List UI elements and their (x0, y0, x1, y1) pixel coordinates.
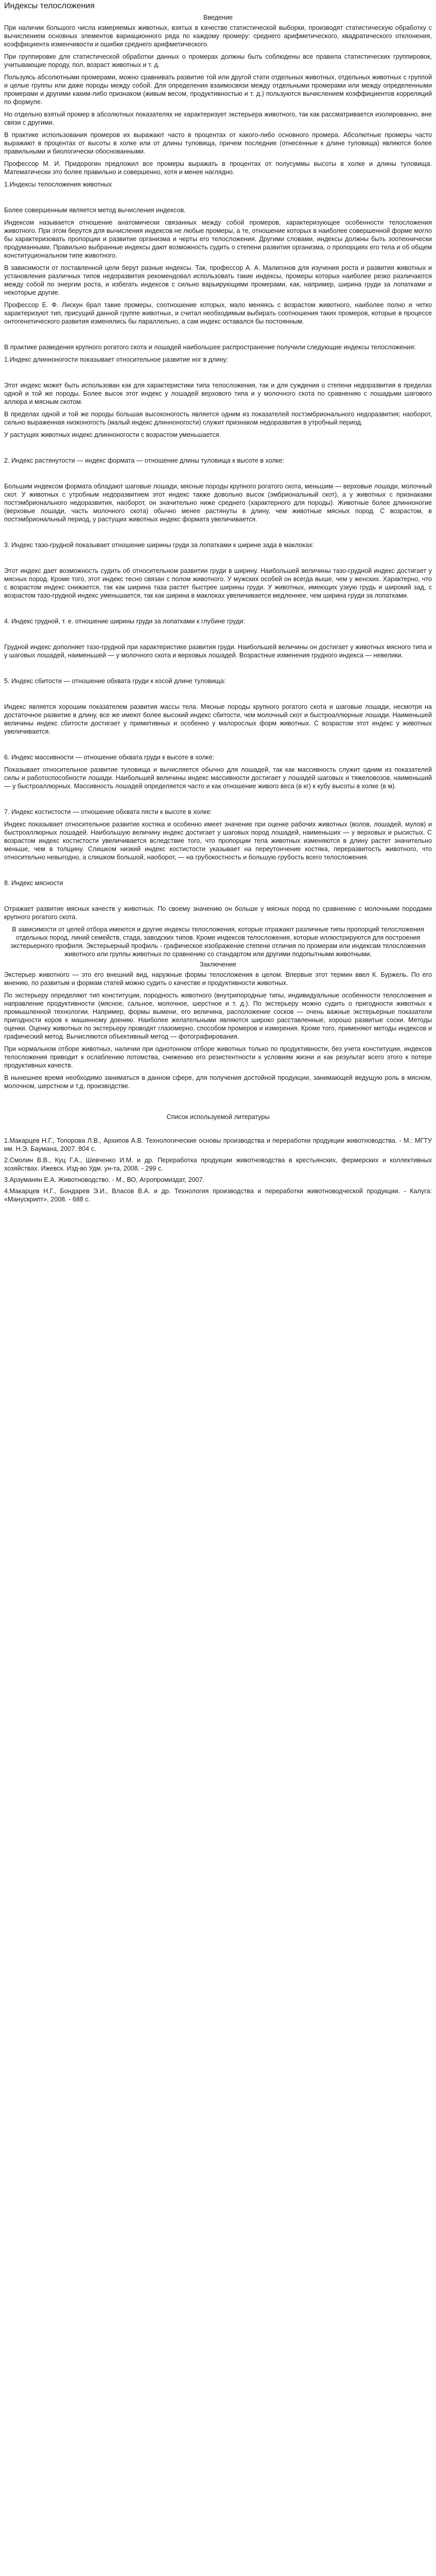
paragraph: По экстерьеру определяют тип конституции, породность животного (внутрипородные типы, индивидуальные особенности телосложения и направление продуктивности (мясное, сальное, молочное, шерстное и т. д.). По экстерьеру можно судить о пригодности животных к промышленной технологии. Например, формы вымени, его величина, расположение сосков — очень важные экстерьерные показатели пригодности коров к машинному доению. Наиболее желательными являются широко расставленные, хорошо развитые соски. Методы оценки. Оценку животных по экстерьеру проводят глазомерно, способом промеров и измерения. Кроме того, применяют методы индексов и графический метод. Вычисляются объективный метод — фотографирования. (4, 992, 432, 1040)
intro-section (4, 24, 432, 189)
section-heading: 1.Индексы телосложения животных (4, 181, 112, 188)
paragraph: Экстерьер животного — это его внешний вид, наружные формы телосложения в целом. Впервые этот термин ввел К. Буржель. По его мнению, по развитым и формам статей можно судить о качестве и продуктивности животных. (4, 971, 432, 987)
paragraph: Грудной индекс дополняет тазо-грудной при характеристике развития груди. Наибольшей величины он достигает у животных мясного типа и у шаговых лошадей, наименьшей — у молочного скота и верховых лошадей. Возрастные изменения грудного индекса — невелики. (4, 643, 432, 659)
paragraph: В практике использования промеров их выражают часто в процентах от какого-либо основного промера. Абсолютные промеры часто выражают в процентах от высоты в холке или от длины туловища, причем последние (отнесенные к длине туловища) являются более правильными и биологически обоснованными. (4, 131, 432, 155)
indices-overview-section (4, 206, 432, 326)
conclusion-section (4, 971, 432, 1090)
paragraph: При наличии большого числа измеряемых животных, взятых в качестве статистической выборки, производят статистическую обработку с вычислением основных элементов вариационного ряда по каждому промеру: среднего арифметического, квадратического отклонения, коэффициента изменчивости и ошибки среднего арифметического. (4, 24, 432, 48)
section-heading-intro: Введение (203, 14, 233, 21)
paragraph: Показывает относительное развитие туловища и вычисляется обычно для лошадей, так как массивность служит одним из показателей силы и работоспособности лошади. Наибольшей величины индекс массивности достигает у лошадей шаговых и тяжеловозов, наименьший — у быстроаллюрных. Массивность лошадей определяется часто и как отношение живого веса (в кг) к кубу высоты в холке (в м). (4, 766, 432, 790)
paragraph: При нормальном отборе животных, наличии при однотонном отборе животных только по продуктивности, без учета конституции, индексов телосложения приводит к ослаблению потомства, снижению его резистентности к условиям жизни и как результат всего этого к потере продуктивных качеств. (4, 1045, 432, 1069)
paragraph: Этот индекс может быть использован как для характеристики типа телосложения, так и для суждения о степени недоразвития в пределах одной и той же породы. Более высок этот индекс у лошадей верхового типа и у молочного скота по сравнению с лошадьми шагового аллюра и мясным скотом. (4, 382, 432, 405)
paragraph: В нынешнее время необходимо заниматься в данном сфере, для получения достойной продукции, занимающей ведущую роль в мясном, молочном, шерстном и т.д. производстве. (4, 1074, 432, 1090)
index-block-1 (4, 355, 432, 439)
paragraph: Пользуясь абсолютными промерами, можно сравнивать развитие той или другой стати отдельных животных, отдельных животных с группой и целые группы или даже породы между собой. Для определения взаимосвязи между отдельными промерами или между определенными промерами и другими каким-либо признаком (живым весом, продуктивностью и т. д.) пользуются вычислением коэффициентов корреляций по формуле. (4, 74, 432, 106)
references-list (4, 1137, 432, 1204)
paragraph: В зависимости от поставленной цели берут разные индексы. Так, профессор А. А. Малигонов для изучения роста и развития животных и установления различных типов недоразвития рекомендовал использовать такие индексы, промеры которых наиболее резко различаются между собой по энергии роста, и избегать индексов с сильно варьирующими промерами, как, например, ширина груди за лопатками и некоторые другие. (4, 264, 432, 296)
section-heading-conclusion: Заключение (199, 961, 237, 968)
paragraph: Профессор М. И. Придорогин предложил все промеры выражать в процентах от полусуммы высоты в холке и длины туловища. Математически это более правильно и совершенно, хотя и менее наглядно. (4, 160, 432, 176)
index-block-3 (4, 541, 432, 600)
paragraph: Но отдельно взятый промер в абсолютных показателях не характеризует экстерьера животного, так как рассматривается изолированно, вне связи с другими. (4, 111, 432, 126)
paragraph: Этот индекс дает возможность судить об относительном развитии груди в ширину. Наибольшей величины тазо-грудной индекс достигает у мясных пород. Кроме того, этот индекс тесно связан с полом животного. У мужских особей он всегда выше, чем у женских. Характерно, что с возрастом индекс снижается, так как ширина таза растет быстрее ширины груди. У животных, имеющих узкую грудь и широкий зад, с возрастом тазо-грудной индекс уменьшается, так как ширина в маклоках увеличивается медленнее, чем ширина груди за лопатками. (4, 567, 432, 599)
document-page (0, 0, 436, 1218)
index-block-8 (4, 879, 432, 958)
paragraph: При группировке для статистической обработки данных о промерах должны быть соблюдены все правила статистических группировок, учитывающие породу, пол, возраст животных и т. д. (4, 53, 432, 69)
paragraph: У растущих животных индекс длинноногости с возрастом уменьшается. (4, 431, 221, 438)
index-block-7 (4, 808, 432, 861)
paragraph: Индекс является хорошим показателем развития массы тела. Мясные породы крупного рогатого скота и шаговые лошади, несмотря на достаточное развитие в длину, все же имеют более высокий индекс сбитости, чем молочный скот и быстроаллюрные лошади. Наименьшей величины индекс сбитости достигает у примитивных и особенно у малорослых форм животных. С возрастом этот индекс у животных увеличивается. (4, 703, 432, 735)
reference-item: 3.Арзуманян Е.А. Животноводство. - М., ВО, Агропромиздат, 2007. (4, 1176, 205, 1183)
paragraph: Индекс показывает относительное развитие костяка и особенно имеет значение при оценке рабочих животных (волов, лошадей, мулов) и быстроаллюрных лошадей. Наибольшую величину индекс достигает у шаговых пород лошадей, наименьших — у верховых и рысистых. С возрастом индекс костистости увеличивается вследствие того, что пропорции тела животных изменяются в длину растет значительно меньше, чем в толщину. Слишком низкий индекс костистости указывает на переутончение костяка, переразвитость животного, что относительно невыгодно, а слишком большой, наоборот, — на грубокостность и большую грубость всего телосложения. (4, 821, 432, 861)
index-heading: 2. Индекс растянутости — индекс формата — отношение длины туловища к высоте в холке: (4, 457, 284, 464)
paragraph: Индексом называется отношение анатомически связанных между собой промеров, характеризующее особенности телосложения животного. При этом берутся для вычисления индексов не любые промеры, а те, отношение которых в наиболее совершенной форме могло бы характеризовать пропорции и развитие организма и черты его телосложения. Другими словами, индексы должны быть зоотехнически продуманными. Правильно выбранные индексы дают возможность судить о степени развития организма, о пропорциях его тела и об общем конституциональном типе животного. (4, 219, 432, 259)
index-block-5 (4, 677, 432, 736)
index-block-4 (4, 617, 432, 659)
index-heading: 3. Индекс тазо-грудной показывает отношение ширины груди за лопатками к ширине зада в маклоках: (4, 541, 314, 549)
index-block-2 (4, 456, 432, 523)
document-title: Индексы телосложения (4, 2, 95, 10)
index-heading: 8. Индекс мясности (4, 879, 63, 887)
paragraph: В практике разведения крупного рогатого скота и лошадей наибольшее распространение получили следующие индексы телосложения: (4, 344, 416, 351)
reference-item: 1.Макарцев Н.Г., Топорова Л.В., Архипов А.В. Технологические основы производства и переработки продукции животноводства. - М.: МГТУ им. Н.Э. Баумана, 2007. 804 с. (4, 1137, 432, 1153)
paragraph: В зависимости от целей отбора имеются и другие индексы телосложения, которые отражают различные типы пропорций телосложения отдельных пород, линий семейств, стада, заводских типов. Кроме индексов телосложения, которые иллюстрируются для построения экстерьерного профиля. Экстерьерный профиль - графическое изображение степени отличия по промерам или индексам телосложения животного или группы животных по сравнению со стандартом или другими подопытными животными. (10, 926, 426, 958)
paragraph: Профессор Е. Ф. Лискун брал такие промеры, соотношение которых, мало меняясь с возрастом животного, наиболее полно и четко характеризуют тип, присущий данной группе животных, и считал необходимым выбирать соотношения таких промеров, которые в процессе онтогенетического развития изменялись бы параллельно, а сам индекс оставался бы постоянным. (4, 301, 432, 325)
index-heading: 5. Индекс сбитости — отношение обхвата груди к косой длине туловища: (4, 677, 226, 685)
paragraph: Отражает развитие мясных качеств у животных. По своему значению он больше у мясных пород по сравнению с молочными породами крупного рогатого скота. (4, 905, 432, 921)
paragraph: Более совершенным является метод вычисления индексов. (4, 207, 186, 214)
paragraph: В пределах одной и той же породы большая высоконогость является одним из показателей постэмбрионального недоразвития; наоборот, сильно выраженная низконогость (малый индекс длинноногости) служит признаком недоразвития в утробный период. (4, 411, 432, 426)
reference-item: 4.Макарцев Н.Г., Бондарев Э.И., Власов В.А. и др. Технология производства и переработки животноводческой продукции. - Калуга: «Манускрипт», 2008. - 688 с. (4, 1188, 432, 1203)
index-block-6 (4, 753, 432, 790)
index-heading: 6. Индекс массивности — отношение обхвата груди к высоте в холке: (4, 754, 214, 761)
index-heading: 7. Индекс костистости — отношение обхвата пясти к высоте в холке: (4, 808, 212, 816)
reference-item: 2.Смолин В.В., Куц Г.А., Шевченко И.М. и др. Переработка продукции животноводства в крестьянских, фермерских и коллективных хозяйствах. Ижевск. Изд-во Удм. ун-та, 2008. - 299 с. (4, 1157, 432, 1172)
index-heading: 4. Индекс грудной, т. е. отношение ширины груди за лопатками к глубине груди: (4, 618, 245, 625)
index-heading: 1.Индекс длинноногости показывает относительное развитие ног в длину: (4, 356, 229, 363)
section-heading-references: Список используемой литературы (166, 1113, 270, 1121)
paragraph: Большим индексом формата обладают шаговые лошади, мясные породы крупного рогатого скота, меньшим — верховые лошади, молочный скот. У животных с утробным недоразвитием этот индекс также довольно высок (эмбриональный скот), а у животных с признаками постэмбрионального недоразвития, наоборот, он значительно ниже среднего (характерного для породы). Животные более длинноногие (верховые лошади, часть молочного скота) обычно менее растянуты в длину, чем животные мясных пород. С возрастом, в постэмбриональный период, у растущих животных индекс формата увеличивается. (4, 483, 432, 523)
